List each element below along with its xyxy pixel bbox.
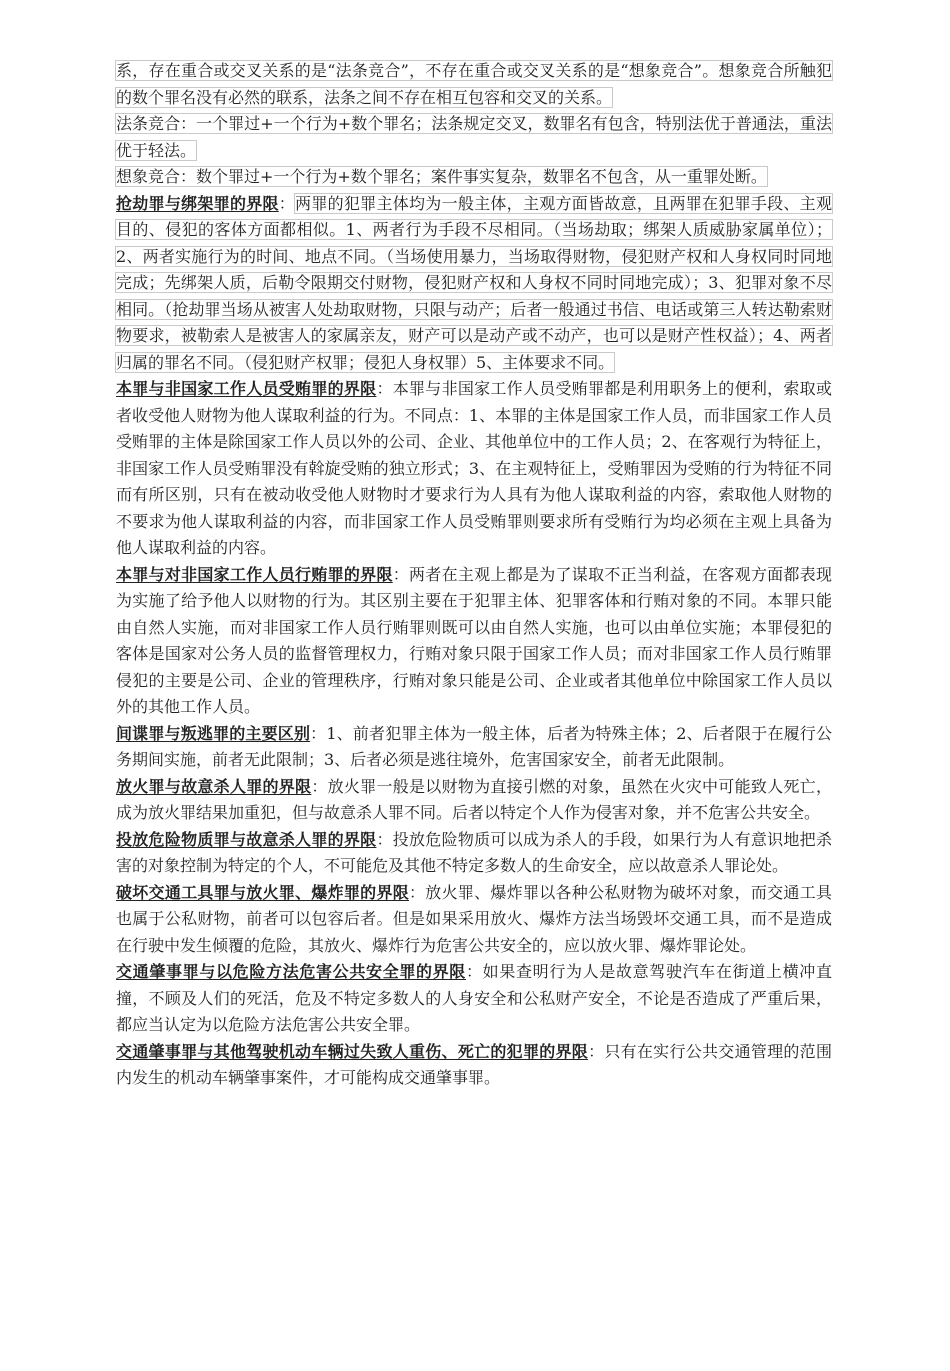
paragraph-imaginative-concurrence	[116, 164, 832, 191]
section-term: 交通肇事罪与其他驾驶机动车辆过失致人重伤、死亡的犯罪的界限	[116, 1041, 589, 1061]
section-term: 放火罪与故意杀人罪的界限	[116, 776, 312, 796]
section-term: 破坏交通工具罪与放火罪、爆炸罪的界限	[116, 882, 410, 902]
section-term: 抢劫罪与绑架罪的界限	[116, 193, 279, 213]
term-colon: ：	[588, 1041, 605, 1061]
paragraph-concurrence-intro	[116, 58, 832, 111]
paragraph-text: 只有在实行公共交通管理的范围内发生的机动车辆肇事案件，才可能构成交通肇事罪。	[116, 1041, 832, 1087]
paragraph-text: 本罪与非国家工作人员受贿罪都是利用职务上的便利，索取或者收受他人财物为他人谋取利益的行为。不同点：1、本罪的主体是国家工作人员，而非国家工作人员受贿罪的主体是除国家工作人员以外的公司、企业、其他单位中的工作人员；2、在客观行为特征上，非国家工作人员受贿罪没有斡旋受贿的独立形式；3、在主观特征上，受贿罪因为受贿的行为特征不同而有所区别，只有在被动收受他人财物时才要求行为人具有为他人谋取利益的内容，索取他人财物的不要求为他人谋取利益的内容，而非国家工作人员受贿罪则要求所有受贿行为均必须在主观上具备为他人谋取利益的内容。	[116, 379, 832, 557]
paragraph-text: 投放危险物质可以成为杀人的手段，如果行为人有意识地把杀害的对象控制为特定的个人，不可能危及其他不特定多数人的生命安全，应以故意杀人罪论处。	[116, 829, 832, 875]
paragraph-statute-concurrence	[116, 111, 832, 164]
paragraph-traffic-vs-dangerous-means	[116, 959, 832, 1039]
paragraph-text: 系，存在重合或交叉关系的是“法条竞合”，不存在重合或交叉关系的是“想象竞合”。想象竞合所触犯的数个罪名没有必然的联系，法条之间不存在相互包容和交叉的关系。	[116, 61, 832, 107]
paragraph-text: 法条竞合：一个罪过+一个行为+数个罪名；法条规定交叉，数罪名有包含，特别法优于普通法，重法优于轻法。	[116, 114, 832, 160]
term-colon: ：	[392, 564, 410, 584]
term-colon: ：	[311, 776, 328, 796]
paragraph-poisoning-vs-homicide	[116, 827, 832, 880]
paragraph-espionage-vs-defection	[116, 721, 832, 774]
term-colon: ：	[376, 379, 393, 398]
paragraph-bribing-nonstate	[116, 562, 832, 721]
paragraph-vehicle-sabotage	[116, 880, 832, 960]
paragraph-text: 放火罪一般是以财物为直接引燃的对象，虽然在火灾中可能致人死亡，成为放火罪结果加重犯，但与故意杀人罪不同。后者以特定个人作为侵害对象，并不危害公共安全。	[116, 776, 832, 822]
paragraph-traffic-vs-negligent-driving	[116, 1039, 832, 1092]
paragraph-text: 放火罪、爆炸罪以各种公私财物为破坏对象，而交通工具也属于公私财物，前者可以包容后者。但是如果采用放火、爆炸方法当场毁坏交通工具，而不是造成在行驶中发生倾覆的危险，其放火、爆炸行为危害公共安全的，应以放火罪、爆炸罪论处。	[116, 882, 832, 955]
section-term: 间谍罪与叛逃罪的主要区别	[116, 723, 311, 743]
section-term: 投放危险物质罪与故意杀人罪的界限	[116, 829, 377, 849]
term-colon: ：	[278, 193, 296, 213]
paragraph-text: 想象竞合：数个罪过+一个行为+数个罪名；案件事实复杂，数罪名不包含，从一重罪处断。	[116, 167, 767, 186]
term-colon: ：	[465, 962, 483, 981]
paragraph-text: 两者在主观上都是为了谋取不正当利益，在客观方面都表现为实施了给予他人以财物的行为。其区别主要在于犯罪主体、犯罪客体和行贿对象的不同。本罪只能由自然人实施，而对非国家工作人员行贿罪则既可以由自然人实施，也可以由单位实施；本罪侵犯的客体是国家对公务人员的监督管理权力，行贿对象只限于国家工作人员；而对非国家工作人员行贿罪侵犯的主要是公司、企业的管理秩序，行贿对象只能是公司、企业或者其他单位中除国家工作人员以外的其他工作人员。	[116, 564, 832, 716]
paragraph-bribery-nonstate	[116, 376, 832, 562]
paragraph-arson-vs-homicide	[116, 774, 832, 827]
paragraph-robbery-vs-kidnapping	[116, 191, 832, 377]
section-term: 本罪与对非国家工作人员行贿罪的界限	[116, 564, 393, 584]
section-term: 本罪与非国家工作人员受贿罪的界限	[116, 379, 377, 398]
term-colon: ：	[376, 829, 393, 849]
paragraph-text: 1、前者犯罪主体为一般主体，后者为特殊主体；2、后者限于在履行公务期间实施，前者无此限制；3、后者必须是逃往境外，危害国家安全，前者无此限制。	[116, 723, 832, 769]
term-colon: ：	[310, 723, 327, 743]
section-term: 交通肇事罪与以危险方法危害公共安全罪的界限	[116, 962, 466, 981]
term-colon: ：	[409, 882, 426, 902]
paragraph-text: 两罪的犯罪主体均为一般主体，主观方面皆故意，且两罪在犯罪手段、主观目的、侵犯的客体方面都相似。1、两者行为手段不尽相同。（当场劫取；绑架人质威胁家属单位）；2、两者实施行为的时间、地点不同。（当场使用暴力，当场取得财物，侵犯财产权和人身权同时同地完成；先绑架人质，后勒令限期交付财物，侵犯财产权和人身权不同时同地完成）；3、犯罪对象不尽相同。（抢劫罪当场从被害人处劫取财物，只限与动产；后者一般通过书信、电话或第三人转达勒索财物要求，被勒索人是被害人的家属亲友，财产可以是动产或不动产，也可以是财产性权益）；4、两者归属的罪名不同。（侵犯财产权罪；侵犯人身权罪）5、主体要求不同。	[116, 193, 832, 372]
paragraph-text: 如果查明行为人是故意驾驶汽车在街道上横冲直撞，不顾及人们的死活，危及不特定多数人的人身安全和公私财产安全，不论是否造成了严重后果，都应当认定为以危险方法危害公共安全罪。	[116, 962, 832, 1034]
document-page	[116, 58, 832, 1092]
